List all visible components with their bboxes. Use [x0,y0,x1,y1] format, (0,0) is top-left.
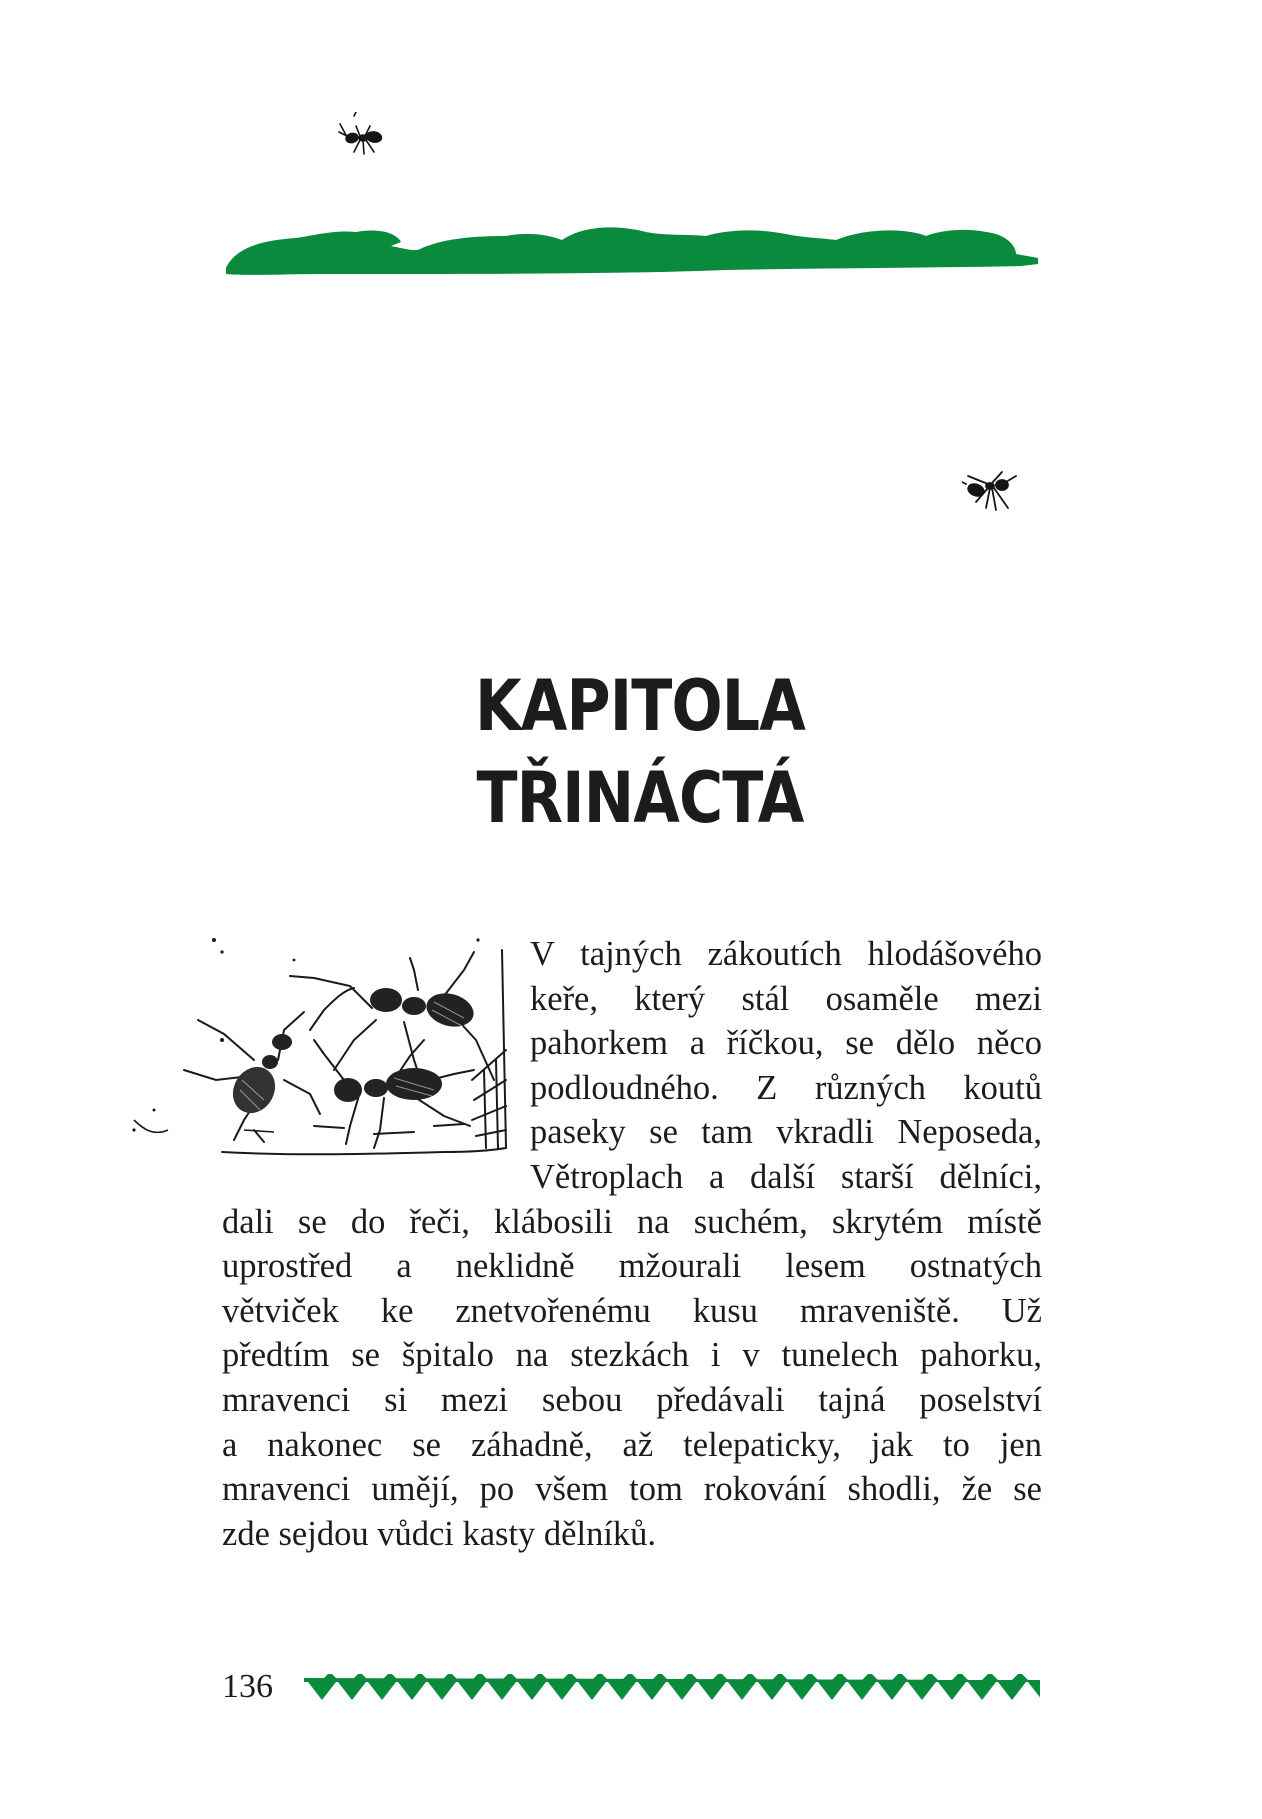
chapter-title-line-1: KAPITOLA [474,665,806,747]
chapter-body-text [222,932,1042,1556]
page-number: 136 [222,1668,273,1705]
zigzag-ornament [304,1674,1040,1702]
chapter-title-line-2: TŘINÁCTÁ [476,757,804,839]
chapter-title [382,660,898,844]
text-line: mravenci umějí, po všem tom rokování shodli, že se [222,1470,1042,1509]
text-line: keře, který stál osaměle mezi [530,979,1042,1018]
text-line: dali se do řeči, klábosili na suchém, skrytém místě [222,1202,1042,1241]
text-line: předtím se špitalo na stezkách i v tunelech pahorku, [222,1336,1042,1375]
text-line: Větroplach a další starší dělníci, [530,1157,1042,1196]
text-line: V tajných zákoutích hlodášového [530,935,1042,973]
text-line: zde sejdou vůdci kasty dělníků. [222,1514,657,1553]
text-line: podloudného. Z různých koutů [530,1068,1042,1107]
text-line: a nakonec se záhadně, až telepaticky, jak to jen [222,1425,1042,1464]
text-line: větviček ke znetvořenému kusu mraveniště. Už [222,1291,1042,1330]
green-hill-ornament [226,224,1038,280]
text-line: pahorkem a říčkou, se dělo něco [530,1024,1042,1063]
ant-icon [338,112,388,162]
text-line: mravenci si mezi sebou předávali tajná poselství [222,1380,1042,1419]
ant-icon [962,468,1018,520]
text-line: uprostřed a neklidně mžourali lesem ostnatých [222,1247,1042,1286]
text-line: paseky se tam vkradli Neposeda, [530,1113,1042,1152]
